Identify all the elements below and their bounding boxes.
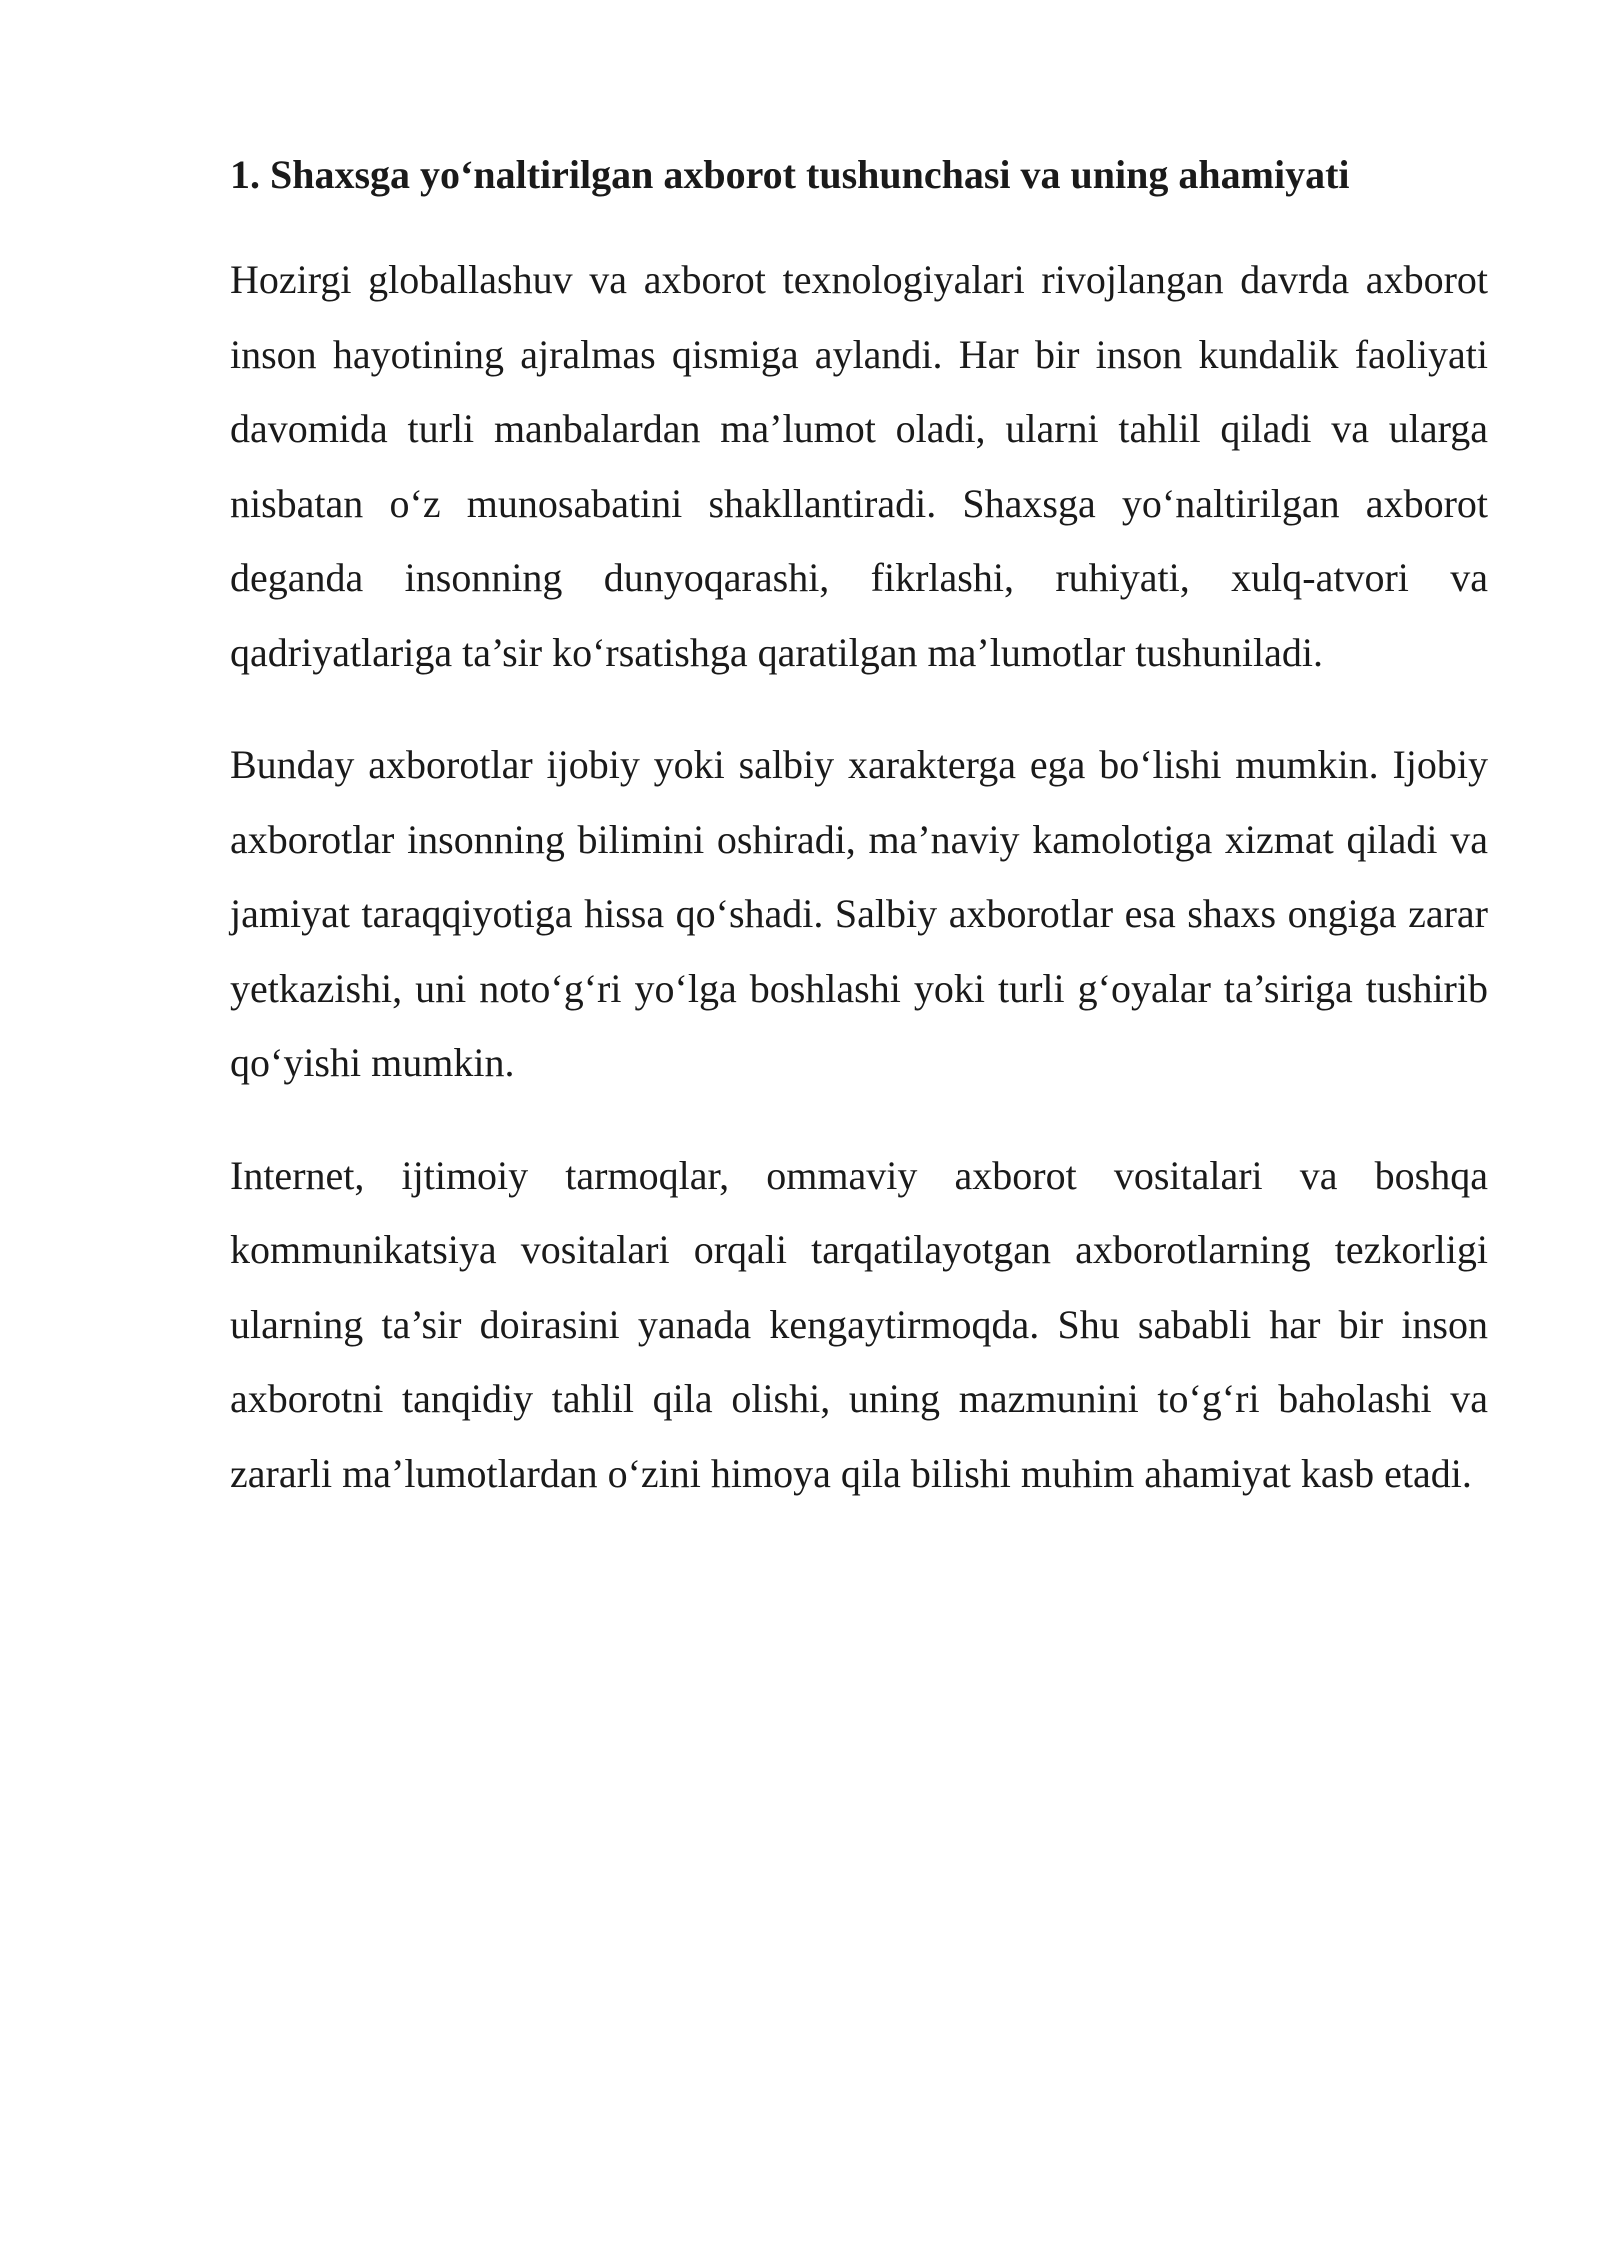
paragraph-3: Internet, ijtimoiy tarmoqlar, ommaviy axborot vositalari va boshqa kommunikatsiya vositalari orqali tarqatilayotgan axborotlarning tezkorligi ularning ta’sir doirasini yanada kengaytirmoqda. Shu sababli har bir inson axborotni tanqidiy tahlil qila olishi, uning mazmunini to‘g‘ri baholashi va zararli ma’lumotlardan o‘zini himoya qila bilishi muhim ahamiyat kasb etadi. (230, 1152, 1488, 1496)
paragraph-1: Hozirgi globallashuv va axborot texnologiyalari rivojlangan davrda axborot inson hayotining ajralmas qismiga aylandi. Har bir inson kundalik faoliyati davomida turli manbalardan ma’lumot oladi, ularni tahlil qiladi va ularga nisbatan o‘z munosabatini shakllantiradi. Shaxsga yo‘naltirilgan axborot deganda insonning dunyoqarashi, fikrlashi, ruhiyati, xulq-atvori va qadriyatlariga ta’sir ko‘rsatishga qaratilgan ma’lumotlar tushuniladi. (230, 257, 1488, 675)
document-page (230, 145, 1488, 1549)
section-heading: 1. Shaxsga yo‘naltirilgan axborot tushunchasi va uning ahamiyati (230, 152, 1350, 197)
paragraph-2: Bunday axborotlar ijobiy yoki salbiy xarakterga ega bo‘lishi mumkin. Ijobiy axborotlar insonning bilimini oshiradi, ma’naviy kamolotiga xizmat qiladi va jamiyat taraqqiyotiga hissa qo‘shadi. Salbiy axborotlar esa shaxs ongiga zarar yetkazishi, uni noto‘g‘ri yo‘lga boshlashi yoki turli g‘oyalar ta’siriga tushirib qo‘yishi mumkin. (230, 742, 1488, 1085)
